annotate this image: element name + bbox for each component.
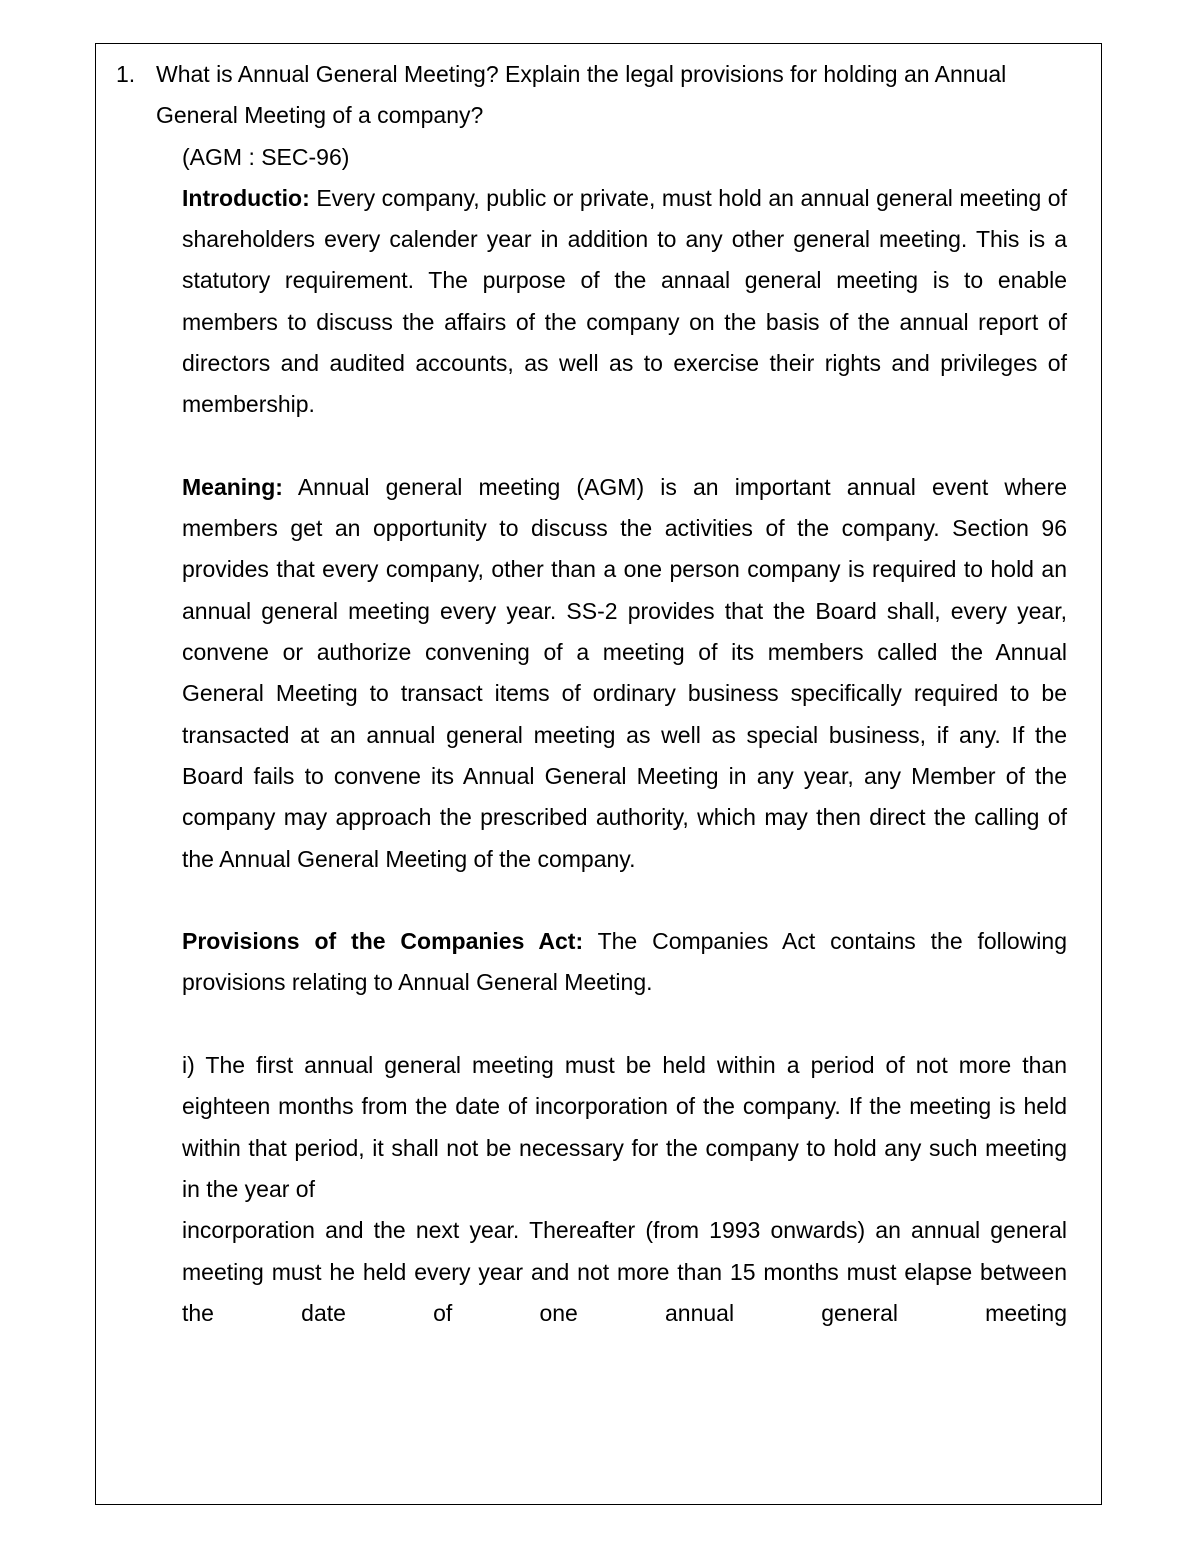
- provisions-text: The Companies Act contains the following provisions relating to Annual General Meeting.: [182, 928, 1067, 996]
- meaning-label: Meaning:: [182, 473, 283, 500]
- provisions-label: Provisions of the Companies Act:: [182, 928, 584, 955]
- provisions-paragraph: [182, 921, 1067, 1004]
- paragraph-gap: [182, 880, 1067, 921]
- introduction-text: Every company, public or private, must hold an annual general meeting of shareholders every calender year in addition to any other general meeting. This is a statutory requirement. The purpose of the annaal general meeting is to enable members to discuss the affairs of the company on the basis of the annual report of directors and audited accounts, as well as to exercise their rights and privileges of membership.: [182, 184, 1067, 418]
- introduction-paragraph: [182, 178, 1067, 426]
- meaning-text: Annual general meeting (AGM) is an important annual event where members get an opportunity to discuss the activities of the company. Section 96 provides that every company, other than a one person company is required to hold an annual general meeting every year. SS-2 provides that the Board shall, every year, convene or authorize convening of a meeting of its members called the Annual General Meeting to transact items of ordinary business specifically required to be transacted at an annual general meeting as well as special business, if any. If the Board fails to convene its Annual General Meeting in any year, any Member of the company may approach the prescribed authority, which may then direct the calling of the Annual General Meeting of the company.: [182, 473, 1067, 872]
- question-block: [116, 54, 1071, 137]
- answer-body: [182, 137, 1067, 1335]
- introduction-label: Introductio:: [182, 184, 310, 211]
- question-number: 1.: [116, 61, 136, 87]
- paragraph-gap: [182, 426, 1067, 467]
- question-text: What is Annual General Meeting? Explain the legal provisions for holding an Annual General Meeting of a company?: [156, 61, 1007, 129]
- page-frame: [95, 43, 1102, 1505]
- paragraph-gap: [182, 1004, 1067, 1045]
- point-i-paragraph-part2: incorporation and the next year. Thereafter (from 1993 onwards) an annual general meeting must he held every year and not more than 15 months must elapse between the date of one annual general meeting: [182, 1217, 1067, 1326]
- subheading: (AGM : SEC-96): [182, 143, 350, 170]
- meaning-paragraph: [182, 467, 1067, 880]
- point-i-paragraph-part1: i) The first annual general meeting must be held within a period of not more than eighteen months from the date of incorporation of the company. If the meeting is held within that period, it shall not be necessary for the company to hold any such meeting in the year of: [182, 1052, 1067, 1202]
